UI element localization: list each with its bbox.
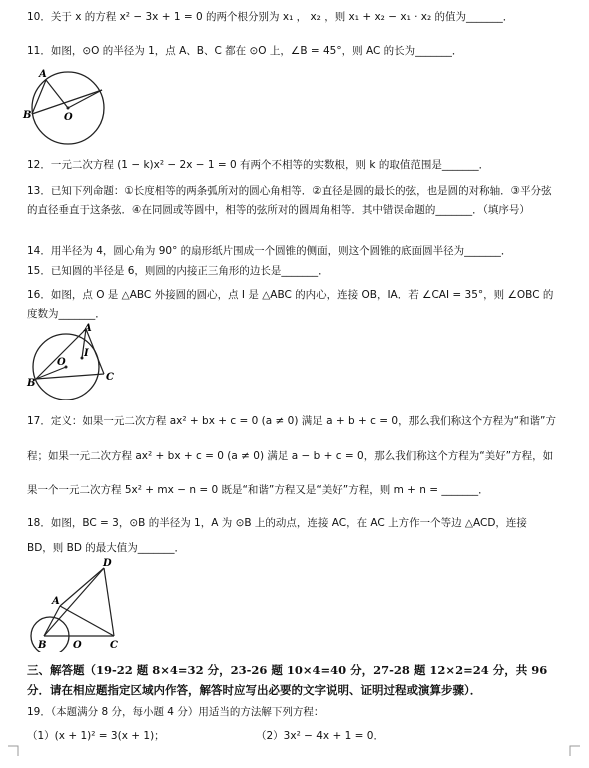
question-17-line-1: 17．定义：如果一元二次方程 ax² + bx + c = 0 (a ≠ 0) 满足 a + b + c = 0，那么我们称这个方程为“和谐”方	[27, 415, 556, 427]
question-17-line-3: 果一个一元二次方程 5x² + mx − n = 0 既是“和谐”方程又是“美好”方程，则 m + n = _______．	[27, 484, 489, 496]
crop-mark-bottom-left	[8, 744, 22, 758]
question-19-part-2: （2）3x² − 4x + 1 = 0．	[256, 730, 384, 742]
question-16: 16．如图，点 O 是 △ABC 外接圆的圆心，点 I 是 △ABC 的内心，连接 OB，IA．若 ∠CAI = 35°，则 ∠OBC 的度数为_______．	[27, 289, 554, 320]
crop-mark-bottom-right	[566, 744, 580, 758]
question-10: 10．关于 x 的方程 x² − 3x + 1 = 0 的两个根分别为 x₁ ， x₂ ，则 x₁ + x₂ − x₁ · x₂ 的值为_______．	[27, 11, 514, 23]
section-3-heading: 三、解答题（19-22 题 8×4=32 分，23-26 题 10×4=40 分，27-28 题 12×2=24 分，共 96 分．请在相应题指定区域内作答，解答时应写出必要的文字说明、证明过程或演算步骤）．	[27, 663, 548, 697]
label-d: D	[103, 558, 112, 569]
segment-ad	[60, 568, 104, 606]
segment-ao	[46, 80, 68, 108]
question-18-line-2: BD，则 BD 的最大值为_______．	[27, 542, 186, 554]
label-a: A	[39, 69, 47, 80]
label-b: B	[38, 640, 47, 651]
label-b: B	[23, 110, 32, 121]
question-13: 13．已知下列命题：①长度相等的两条弧所对的圆心角相等．②直径是圆的最长的弦，也是圆的对称轴．③平分弦的直径垂直于这条弦．④在同圆或等圆中，相等的弦所对的圆周角相等．其中错误命题的_______．（填序号）	[27, 185, 552, 216]
label-b: B	[27, 378, 36, 389]
question-11: 11．如图，⊙O 的半径为 1，点 A、B、C 都在 ⊙O 上，∠B = 45°，则 AC 的长为_______．	[27, 45, 463, 57]
label-i: I	[84, 348, 89, 359]
question-15: 15．已知圆的半径是 6，则圆的内接正三角形的边长是_______．	[27, 265, 329, 277]
label-o: O	[57, 357, 66, 368]
figure-16-triangle-diagram	[26, 322, 118, 400]
question-14: 14．用半径为 4，圆心角为 90° 的扇形纸片围成一个圆锥的侧面，则这个圆锥的底面圆半径为_______．	[27, 245, 512, 257]
label-c: C	[110, 640, 118, 651]
question-12: 12．一元二次方程 (1 − k)x² − 2x − 1 = 0 有两个不相等的实数根，则 k 的取值范围是_______．	[27, 159, 490, 171]
label-a: A	[52, 596, 60, 607]
segment-cd	[104, 568, 114, 636]
label-o: O	[73, 640, 82, 651]
question-19: 19．（本题满分 8 分，每小题 4 分）用适当的方法解下列方程：	[27, 706, 325, 718]
segment-oc	[68, 90, 102, 108]
question-19-part-1: （1）(x + 1)² = 3(x + 1)；	[27, 730, 165, 742]
label-c: C	[106, 372, 114, 383]
question-18-line-1: 18．如图，BC = 3，⊙B 的半径为 1，A 为 ⊙B 上的动点，连接 AC，在 AC 上方作一个等边 △ACD，连接	[27, 517, 527, 529]
label-a: A	[84, 323, 92, 334]
segment-ab	[36, 329, 86, 379]
figure-11-circle-diagram	[22, 64, 108, 148]
center-o	[67, 107, 70, 110]
label-o: O	[64, 112, 73, 123]
question-17-line-2: 程；如果一元二次方程 ax² + bx + c = 0 (a ≠ 0) 满足 a − b + c = 0，那么我们称这个方程为“美好”方程，如	[27, 450, 554, 462]
circle-b	[31, 617, 69, 652]
segment-bc	[32, 90, 102, 114]
figure-18-circle-triangle-diagram	[24, 556, 134, 652]
segment-ac	[86, 329, 104, 374]
